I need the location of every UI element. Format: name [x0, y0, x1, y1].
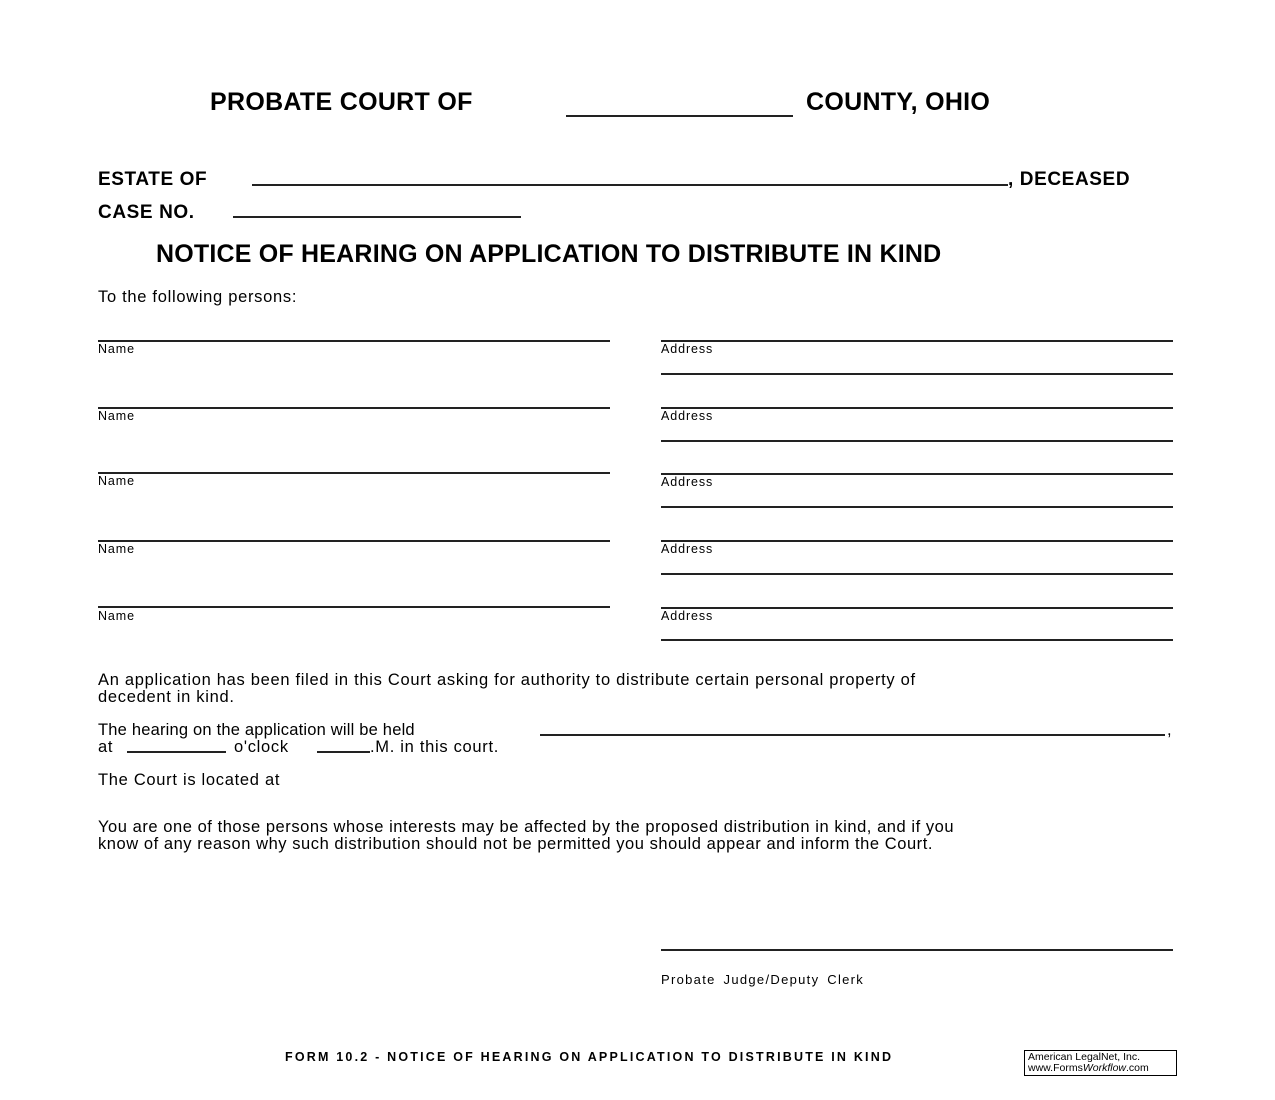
notice-text-line1: You are one of those persons whose interests may be affected by the proposed distribution in kind, and if you [98, 818, 955, 836]
application-text-line2: decedent in kind. [98, 688, 235, 706]
court-title-suffix: COUNTY, OHIO [806, 88, 991, 116]
estate-name-field[interactable] [252, 184, 1008, 186]
recipient-name-label: Name [98, 342, 135, 356]
publisher-url-italic: Workflow [1082, 1062, 1127, 1074]
hearing-comma: , [1167, 721, 1173, 739]
recipient-address-line2-field[interactable] [661, 639, 1173, 641]
hearing-prefix: The hearing on the application will be held [98, 721, 415, 739]
oclock-label: o'clock [234, 738, 289, 756]
publisher-name: American LegalNet, Inc. [1028, 1051, 1141, 1063]
document-title: NOTICE OF HEARING ON APPLICATION TO DISTRIBUTE IN KIND [156, 240, 942, 268]
recipient-address-label: Address [661, 475, 714, 489]
at-label: at [98, 738, 114, 756]
recipient-name-field[interactable] [98, 340, 610, 342]
recipient-name-label: Name [98, 474, 135, 488]
deceased-label: , DECEASED [1008, 169, 1131, 190]
recipient-address-label: Address [661, 609, 714, 623]
recipient-name-label: Name [98, 542, 135, 556]
county-field[interactable] [566, 115, 793, 117]
recipient-name-field[interactable] [98, 606, 610, 608]
recipient-name-field[interactable] [98, 472, 610, 474]
signature-label: Probate Judge/Deputy Clerk [661, 972, 865, 987]
recipient-address-line2-field[interactable] [661, 440, 1173, 442]
estate-label: ESTATE OF [98, 169, 208, 190]
application-text-line1: An application has been filed in this Court asking for authority to distribute certain personal property of [98, 671, 916, 689]
recipient-address-field[interactable] [661, 340, 1173, 342]
publisher-badge [1024, 1050, 1177, 1076]
case-number-label: CASE NO. [98, 202, 195, 223]
recipient-name-label: Name [98, 609, 135, 623]
recipient-address-field[interactable] [661, 407, 1173, 409]
recipient-address-line2-field[interactable] [661, 573, 1173, 575]
hearing-hour-field[interactable] [127, 751, 226, 753]
case-number-field[interactable] [233, 216, 521, 218]
hearing-date-field[interactable] [540, 734, 1165, 736]
publisher-url-prefix: www.Forms [1028, 1062, 1083, 1074]
recipient-address-label: Address [661, 342, 714, 356]
am-pm-field[interactable] [317, 751, 370, 753]
court-title-prefix: PROBATE COURT OF [210, 88, 473, 116]
recipients-intro: To the following persons: [98, 288, 298, 306]
recipient-address-label: Address [661, 409, 714, 423]
recipient-address-line2-field[interactable] [661, 373, 1173, 375]
court-location-label: The Court is located at [98, 771, 281, 789]
recipient-address-line2-field[interactable] [661, 506, 1173, 508]
meridiem-suffix: .M. in this court. [370, 738, 500, 756]
recipient-name-field[interactable] [98, 407, 610, 409]
publisher-url-suffix: .com [1126, 1062, 1149, 1074]
recipient-address-field[interactable] [661, 607, 1173, 609]
recipient-address-label: Address [661, 542, 714, 556]
recipient-address-field[interactable] [661, 540, 1173, 542]
recipient-address-field[interactable] [661, 473, 1173, 475]
signature-field[interactable] [661, 949, 1173, 951]
notice-text-line2: know of any reason why such distribution should not be permitted you should appear and inform the Court. [98, 835, 933, 853]
recipient-name-field[interactable] [98, 540, 610, 542]
form-footer-title: FORM 10.2 - NOTICE OF HEARING ON APPLICATION TO DISTRIBUTE IN KIND [285, 1050, 894, 1064]
publisher-url [1028, 1063, 1173, 1074]
recipient-name-label: Name [98, 409, 135, 423]
